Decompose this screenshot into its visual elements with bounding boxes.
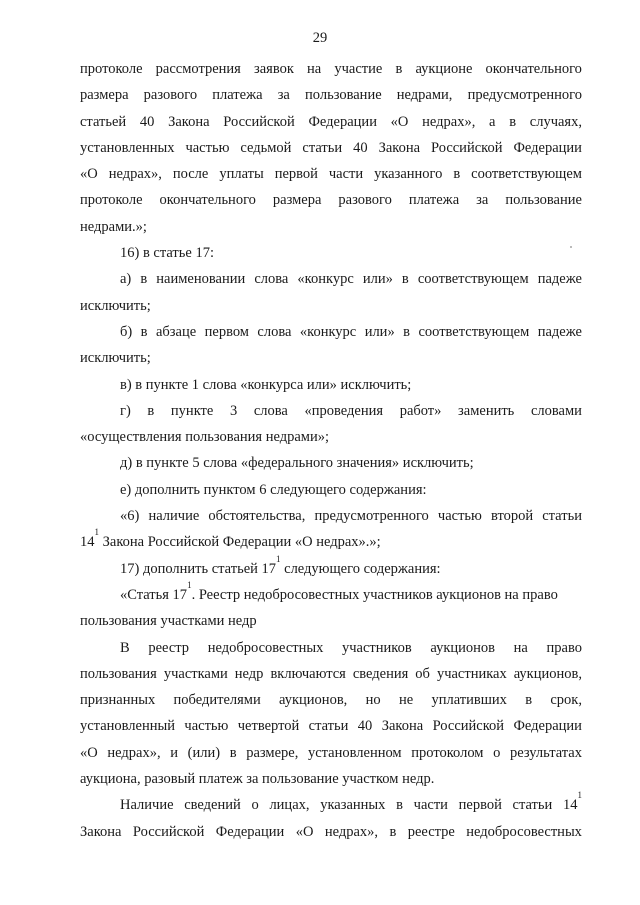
text-line: $14^1$ Закона Российской Федерации «О недрах».»; bbox=[80, 527, 381, 551]
page-number: 29 bbox=[312, 30, 328, 46]
text-line: «Статья $17^1$. Реестр недобросовестных участников аукционов на право bbox=[120, 579, 558, 603]
text-line: исключить; bbox=[80, 297, 151, 314]
text-line: а) в наименовании слова «конкурс или» в соответствующем падеже bbox=[120, 271, 582, 288]
text-line: д) в пункте 5 слова «федерального значения» исключить; bbox=[120, 455, 474, 472]
text-line: Наличие сведений о лицах, указанных в части первой статьи $14^1$ bbox=[120, 790, 582, 814]
text-line: г) в пункте 3 слова «проведения работ» заменить словами bbox=[120, 402, 582, 419]
text-line: 16) в статье 17: bbox=[120, 245, 214, 262]
text-line: пользования участками недр bbox=[80, 613, 257, 630]
text-line: недрами.»; bbox=[80, 218, 147, 235]
text-line: е) дополнить пунктом 6 следующего содержания: bbox=[120, 481, 427, 498]
text-line: «О недрах», и (или) в размере, установленном протоколом о результатах bbox=[80, 744, 582, 761]
document-body bbox=[80, 56, 582, 845]
text-line: установленный частью четвертой статьи 40 Закона Российской Федерации bbox=[80, 718, 582, 735]
text-line: В реестр недобросовестных участников аукционов на право bbox=[120, 639, 582, 656]
text-line: установленных частью седьмой статьи 40 Закона Российской Федерации bbox=[80, 139, 582, 156]
text-line: Закона Российской Федерации «О недрах», в реестре недобросовестных bbox=[80, 823, 582, 840]
text-line: протоколе окончательного размера разового платежа за пользование bbox=[80, 192, 582, 209]
text-line: б) в абзаце первом слова «конкурс или» в соответствующем падеже bbox=[120, 323, 582, 340]
text-line: статьей 40 Закона Российской Федерации «О недрах», а в случаях, bbox=[80, 113, 582, 130]
text-line: протоколе рассмотрения заявок на участие в аукционе окончательного bbox=[80, 61, 582, 77]
text-line: пользования участками недр включаются сведения об участниках аукционов, bbox=[80, 665, 582, 682]
text-line: размера разового платежа за пользование недрами, предусмотренного bbox=[80, 87, 582, 104]
text-line: признанных победителями аукционов, но не уплативших в срок, bbox=[80, 692, 582, 709]
text-line: 17) дополнить статьей $17^1$ следующего содержания: bbox=[120, 553, 441, 577]
text-line: исключить; bbox=[80, 350, 151, 367]
text-line: «О недрах», после уплаты первой части указанного в соответствующем bbox=[80, 166, 582, 183]
text-line: аукциона, разовый платеж за пользование участком недр. bbox=[80, 771, 435, 788]
text-line: «осуществления пользования недрами»; bbox=[80, 429, 329, 446]
text-line: «6) наличие обстоятельства, предусмотренного частью второй статьи bbox=[120, 508, 582, 525]
text-line: в) в пункте 1 слова «конкурса или» исключить; bbox=[120, 376, 412, 393]
